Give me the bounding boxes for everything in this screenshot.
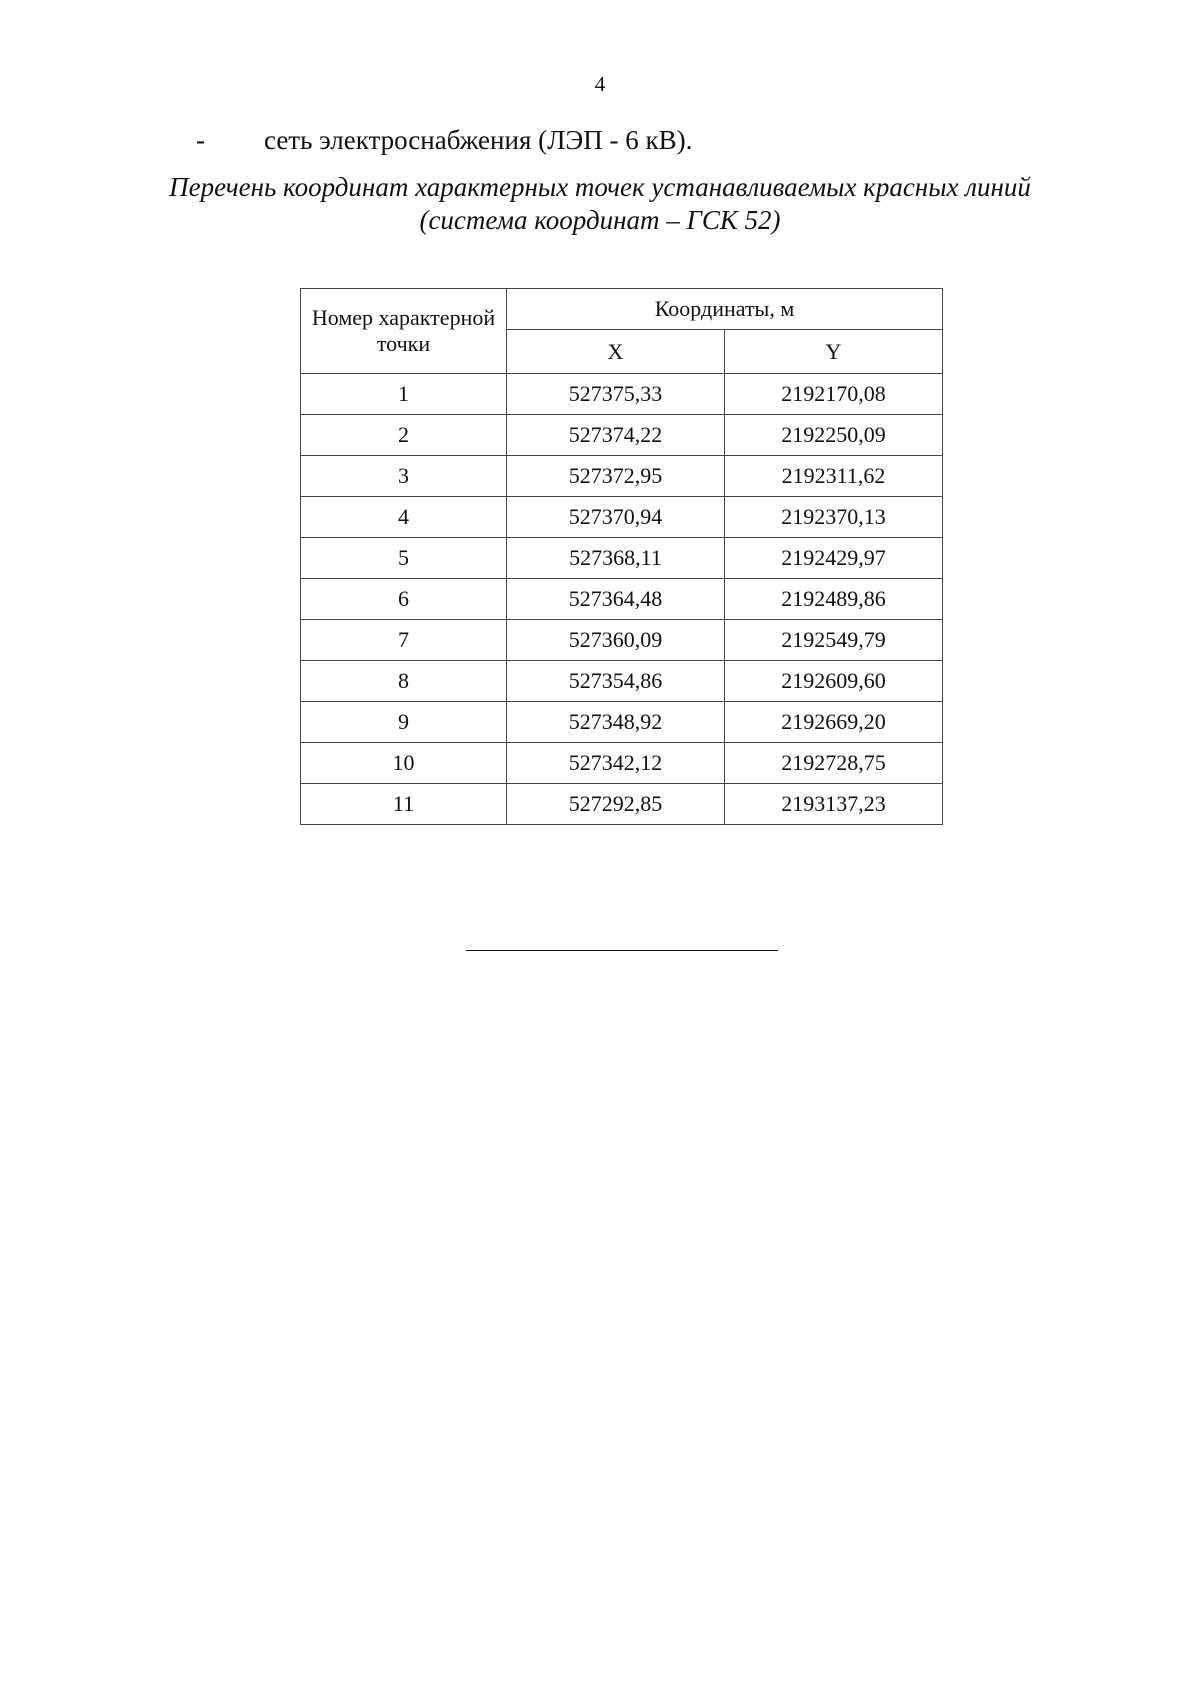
table-row: [301, 497, 943, 538]
point-number-cell: 1: [301, 374, 507, 415]
caption-line-1: Перечень координат характерных точек устанавливаемых красных линий: [169, 172, 1031, 202]
point-number-cell: 2: [301, 415, 507, 456]
y-coordinate-cell: 2192728,75: [725, 743, 943, 784]
y-coordinate-cell: 2192429,97: [725, 538, 943, 579]
table-row: [301, 743, 943, 784]
point-number-cell: 11: [301, 784, 507, 825]
point-number-cell: 4: [301, 497, 507, 538]
bullet-dash: -: [196, 125, 205, 155]
table-caption: [120, 171, 1080, 237]
y-coordinate-cell: 2192370,13: [725, 497, 943, 538]
point-number-cell: 5: [301, 538, 507, 579]
y-coordinate-cell: 2192609,60: [725, 661, 943, 702]
table-row: [301, 579, 943, 620]
x-coordinate-cell: 527374,22: [507, 415, 725, 456]
x-coordinate-cell: 527368,11: [507, 538, 725, 579]
point-number-cell: 3: [301, 456, 507, 497]
table-row: [301, 661, 943, 702]
table-row: [301, 702, 943, 743]
x-coordinate-cell: 527360,09: [507, 620, 725, 661]
table-row: [301, 415, 943, 456]
header-point-number: Номер характерной точки: [301, 289, 507, 374]
x-coordinate-cell: 527354,86: [507, 661, 725, 702]
table-row: [301, 620, 943, 661]
x-coordinate-cell: 527372,95: [507, 456, 725, 497]
table-body: [301, 374, 943, 825]
point-number-cell: 7: [301, 620, 507, 661]
table-row: [301, 538, 943, 579]
bullet-text: сеть электроснабжения (ЛЭП - 6 кВ).: [264, 125, 693, 155]
y-coordinate-cell: 2192549,79: [725, 620, 943, 661]
y-coordinate-cell: 2192250,09: [725, 415, 943, 456]
point-number-cell: 9: [301, 702, 507, 743]
table-row: [301, 374, 943, 415]
end-rule: [466, 950, 778, 951]
header-y: Y: [725, 330, 943, 374]
y-coordinate-cell: 2192311,62: [725, 456, 943, 497]
header-x: X: [507, 330, 725, 374]
x-coordinate-cell: 527342,12: [507, 743, 725, 784]
caption-line-2: (система координат – ГСК 52): [419, 205, 781, 235]
x-coordinate-cell: 527370,94: [507, 497, 725, 538]
table-row: [301, 784, 943, 825]
x-coordinate-cell: 527292,85: [507, 784, 725, 825]
table-row: [301, 456, 943, 497]
header-coordinates: Координаты, м: [507, 289, 943, 330]
y-coordinate-cell: 2192170,08: [725, 374, 943, 415]
y-coordinate-cell: 2192489,86: [725, 579, 943, 620]
x-coordinate-cell: 527348,92: [507, 702, 725, 743]
y-coordinate-cell: 2193137,23: [725, 784, 943, 825]
point-number-cell: 10: [301, 743, 507, 784]
x-coordinate-cell: 527364,48: [507, 579, 725, 620]
page-number: 4: [594, 72, 606, 96]
table-header-row: [301, 289, 943, 330]
x-coordinate-cell: 527375,33: [507, 374, 725, 415]
point-number-cell: 8: [301, 661, 507, 702]
point-number-cell: 6: [301, 579, 507, 620]
coordinates-table: [300, 288, 943, 825]
y-coordinate-cell: 2192669,20: [725, 702, 943, 743]
